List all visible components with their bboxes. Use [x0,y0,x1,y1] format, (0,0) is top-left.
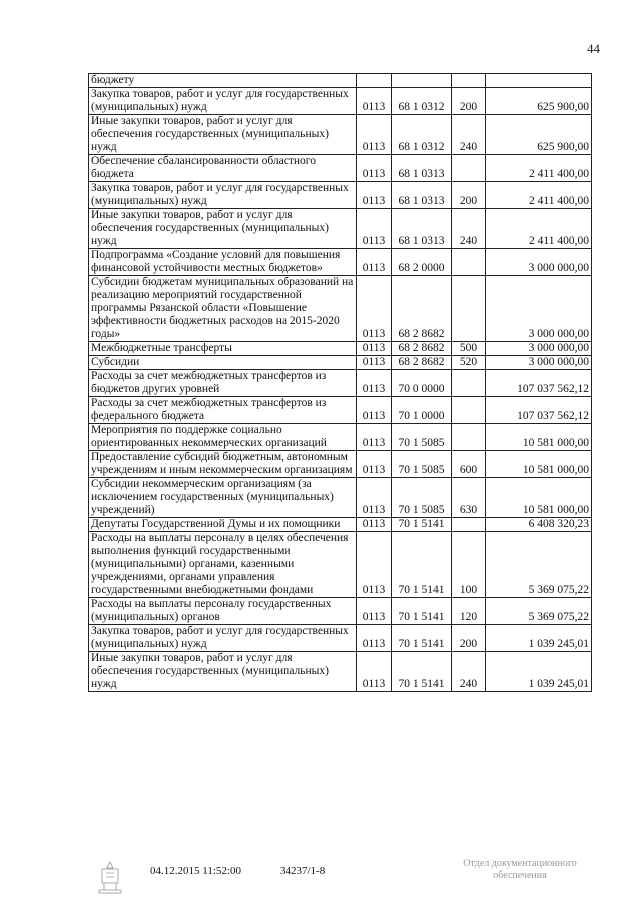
footer-department-stamp: Отдел документационного обеспечения [463,858,577,881]
row-target-article: 70 0 0000 [392,370,452,397]
row-amount: 2 411 400,00 [486,155,592,182]
row-section-code: 0113 [357,532,392,598]
row-section-code: 0113 [357,652,392,692]
row-name: Расходы на выплаты персоналу в целях обеспечения выполнения функций государственными (муниципальными) органами, казенными учреждениями, органами управления государственными внебюджетными фондами [89,532,357,598]
row-expense-type: 630 [452,478,486,518]
row-expense-type [452,424,486,451]
row-target-article: 70 1 5085 [392,424,452,451]
row-section-code: 0113 [357,88,392,115]
row-target-article: 70 1 0000 [392,397,452,424]
row-section-code: 0113 [357,518,392,532]
row-target-article: 68 1 0313 [392,182,452,209]
row-name: Обеспечение сбалансированности областного бюджета [89,155,357,182]
row-name: Депутаты Государственной Думы и их помощники [89,518,357,532]
table-row [89,397,592,424]
table-row [89,532,592,598]
row-target-article: 68 2 8682 [392,276,452,342]
table-row [89,209,592,249]
table-row [89,424,592,451]
row-amount: 1 039 245,01 [486,652,592,692]
row-name: Субсидии некоммерческим организациям (за исключением государственных (муниципальных) учреждений) [89,478,357,518]
row-section-code: 0113 [357,276,392,342]
row-expense-type [452,397,486,424]
row-target-article: 70 1 5141 [392,532,452,598]
row-name: Подпрограмма «Создание условий для повышения финансовой устойчивости местных бюджетов» [89,249,357,276]
row-name: Иные закупки товаров, работ и услуг для обеспечения государственных (муниципальных) нужд [89,652,357,692]
row-amount: 5 369 075,22 [486,598,592,625]
row-target-article: 70 1 5141 [392,652,452,692]
row-section-code: 0113 [357,356,392,370]
table-row [89,478,592,518]
footer-doc-number: 34237/1-8 [280,865,326,877]
row-amount: 10 581 000,00 [486,424,592,451]
page-number: 44 [587,41,600,56]
footer-datetime: 04.12.2015 11:52:00 [150,865,241,877]
row-expense-type: 200 [452,88,486,115]
row-expense-type: 100 [452,532,486,598]
row-amount: 107 037 562,12 [486,370,592,397]
row-target-article: 68 2 8682 [392,356,452,370]
row-name: Мероприятия по поддержке социально ориентированных некоммерческих организаций [89,424,357,451]
table-row [89,370,592,397]
row-expense-type [452,249,486,276]
row-expense-type: 200 [452,182,486,209]
row-section-code: 0113 [357,598,392,625]
row-amount [486,74,592,88]
table-row [89,155,592,182]
row-amount: 625 900,00 [486,115,592,155]
row-target-article: 70 1 5141 [392,625,452,652]
row-section-code: 0113 [357,182,392,209]
row-amount: 3 000 000,00 [486,276,592,342]
row-target-article: 68 1 0312 [392,88,452,115]
row-amount: 2 411 400,00 [486,182,592,209]
row-amount: 3 000 000,00 [486,342,592,356]
row-expense-type [452,276,486,342]
row-amount: 3 000 000,00 [486,249,592,276]
row-expense-type: 120 [452,598,486,625]
table-row [89,88,592,115]
table-row [89,182,592,209]
row-section-code: 0113 [357,370,392,397]
row-target-article: 68 1 0313 [392,209,452,249]
row-section-code: 0113 [357,209,392,249]
row-target-article: 68 2 8682 [392,342,452,356]
row-name: Расходы за счет межбюджетных трансфертов из бюджетов других уровней [89,370,357,397]
row-section-code: 0113 [357,249,392,276]
table-row [89,249,592,276]
budget-table-body [89,74,592,692]
row-amount: 625 900,00 [486,88,592,115]
row-name: Закупка товаров, работ и услуг для государственных (муниципальных) нужд [89,88,357,115]
row-section-code [357,74,392,88]
table-row [89,74,592,88]
row-section-code: 0113 [357,115,392,155]
row-name: Иные закупки товаров, работ и услуг для обеспечения государственных (муниципальных) нужд [89,115,357,155]
row-name: Субсидии [89,356,357,370]
row-target-article: 68 2 0000 [392,249,452,276]
row-expense-type: 240 [452,115,486,155]
row-target-article: 70 1 5085 [392,451,452,478]
row-amount: 5 369 075,22 [486,532,592,598]
row-name: Предоставление субсидий бюджетным, автономным учреждениям и иным некоммерческим организациям [89,451,357,478]
row-amount: 10 581 000,00 [486,478,592,518]
row-name: Субсидии бюджетам муниципальных образований на реализацию мероприятий государственной программы Рязанской области «Повышение эффективности бюджетных расходов на 2015-2020 годы» [89,276,357,342]
row-target-article [392,74,452,88]
row-name: бюджету [89,74,357,88]
row-expense-type [452,155,486,182]
row-expense-type: 520 [452,356,486,370]
row-expense-type [452,518,486,532]
row-section-code: 0113 [357,625,392,652]
row-section-code: 0113 [357,478,392,518]
table-row [89,518,592,532]
row-section-code: 0113 [357,397,392,424]
row-section-code: 0113 [357,451,392,478]
table-row [89,451,592,478]
row-expense-type: 240 [452,209,486,249]
row-name: Расходы за счет межбюджетных трансфертов из федерального бюджета [89,397,357,424]
row-target-article: 70 1 5141 [392,598,452,625]
table-row [89,342,592,356]
row-expense-type: 240 [452,652,486,692]
budget-table [88,73,592,692]
row-expense-type [452,74,486,88]
emblem-icon [96,860,124,894]
row-amount: 107 037 562,12 [486,397,592,424]
row-section-code: 0113 [357,342,392,356]
row-amount: 1 039 245,01 [486,625,592,652]
row-target-article: 68 1 0312 [392,115,452,155]
row-amount: 6 408 320,23 [486,518,592,532]
table-row [89,276,592,342]
row-expense-type: 600 [452,451,486,478]
row-section-code: 0113 [357,424,392,451]
table-row [89,598,592,625]
row-name: Иные закупки товаров, работ и услуг для обеспечения государственных (муниципальных) нужд [89,209,357,249]
row-expense-type [452,370,486,397]
table-row [89,652,592,692]
row-name: Расходы на выплаты персоналу государственных (муниципальных) органов [89,598,357,625]
row-name: Закупка товаров, работ и услуг для государственных (муниципальных) нужд [89,182,357,209]
row-name: Межбюджетные трансферты [89,342,357,356]
row-target-article: 70 1 5141 [392,518,452,532]
table-row [89,625,592,652]
row-amount: 2 411 400,00 [486,209,592,249]
table-row [89,356,592,370]
row-section-code: 0113 [357,155,392,182]
row-target-article: 70 1 5085 [392,478,452,518]
row-expense-type: 200 [452,625,486,652]
row-expense-type: 500 [452,342,486,356]
table-row [89,115,592,155]
row-amount: 3 000 000,00 [486,356,592,370]
row-target-article: 68 1 0313 [392,155,452,182]
row-amount: 10 581 000,00 [486,451,592,478]
row-name: Закупка товаров, работ и услуг для государственных (муниципальных) нужд [89,625,357,652]
